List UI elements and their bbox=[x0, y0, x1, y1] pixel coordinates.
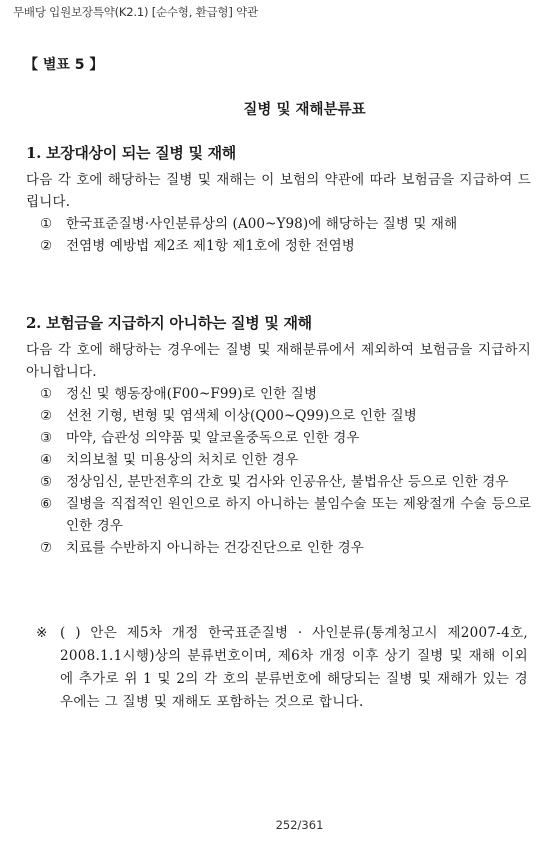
item-text: 정상임신, 분만전후의 간호 및 검사와 인공유산, 불법유산 등으로 인한 경우 bbox=[66, 474, 509, 490]
section-intro: 다음 각 호에 해당하는 경우에는 질병 및 재해분류에서 제외하여 보험금을 지급하지 아니합니다. bbox=[26, 342, 531, 380]
item-list bbox=[26, 213, 531, 257]
section-intro: 다음 각 호에 해당하는 질병 및 재해는 이 보험의 약관에 따라 보험금을 지급하여 드립니다. bbox=[26, 172, 531, 210]
document-title: 질병 및 재해분류표 bbox=[243, 102, 366, 118]
running-header: 무배당 입원보장특약(K2.1) [순수형, 환급형] 약관 bbox=[13, 5, 258, 19]
list-item bbox=[26, 493, 531, 537]
note-text: ( ) 안은 제5차 개정 한국표준질병 · 사인분류(통계청고시 제2007-4호, 2008.1.1시행)상의 분류번호이며, 제6차 개정 이후 상기 질병 및 재해 이외에 추가로 위 1 및 2의 각 호의 분류번호에 해당되는 질병 및 재해가 있는 경우에는 그 질병 및 재해도 포함하는 것으로 합니다. bbox=[60, 625, 528, 710]
item-text: 전염병 예방법 제2조 제1항 제1호에 정한 전염병 bbox=[66, 238, 355, 254]
section-heading: 1. 보장대상이 되는 질병 및 재해 bbox=[26, 144, 236, 162]
item-text: 치료를 수반하지 아니하는 건강진단으로 인한 경우 bbox=[66, 540, 364, 556]
list-item bbox=[26, 213, 531, 235]
item-text: 치의보철 및 미용상의 처치로 인한 경우 bbox=[66, 452, 299, 468]
item-text: 질병을 직접적인 원인으로 하지 아니하는 불임수술 또는 제왕절개 수술 등으로 인한 경우 bbox=[66, 496, 531, 534]
item-marker: ① bbox=[40, 386, 53, 402]
item-marker: ③ bbox=[40, 430, 53, 446]
section-covered bbox=[26, 142, 531, 257]
page-number: 252/361 bbox=[275, 818, 324, 832]
item-marker: ⑤ bbox=[40, 474, 53, 490]
item-text: 마약, 습관성 의약품 및 알코올중독으로 인한 경우 bbox=[66, 430, 360, 446]
section-heading: 2. 보험금을 지급하지 아니하는 질병 및 재해 bbox=[26, 314, 312, 332]
item-marker: ⑦ bbox=[40, 540, 53, 556]
item-list bbox=[26, 383, 531, 559]
item-marker: ④ bbox=[40, 452, 53, 468]
item-marker: ② bbox=[40, 408, 53, 424]
item-text: 정신 및 행동장애(F00~F99)로 인한 질병 bbox=[66, 386, 318, 402]
list-item bbox=[26, 235, 531, 257]
list-item bbox=[26, 383, 531, 405]
list-item bbox=[26, 427, 531, 449]
list-item bbox=[26, 537, 531, 559]
item-marker: ① bbox=[40, 216, 53, 232]
item-marker: ② bbox=[40, 238, 53, 254]
item-text: 한국표준질병·사인분류상의 (A00~Y98)에 해당하는 질병 및 재해 bbox=[66, 216, 458, 232]
appendix-label: 【 별표 5 】 bbox=[24, 57, 104, 73]
list-item bbox=[26, 471, 531, 493]
item-marker: ⑥ bbox=[40, 496, 53, 512]
section-excluded bbox=[26, 312, 531, 559]
list-item bbox=[26, 405, 531, 427]
note-mark: ※ bbox=[36, 625, 48, 641]
footnote bbox=[36, 622, 528, 714]
item-text: 선천 기형, 변형 및 염색체 이상(Q00~Q99)으로 인한 질병 bbox=[66, 408, 417, 424]
list-item bbox=[26, 449, 531, 471]
